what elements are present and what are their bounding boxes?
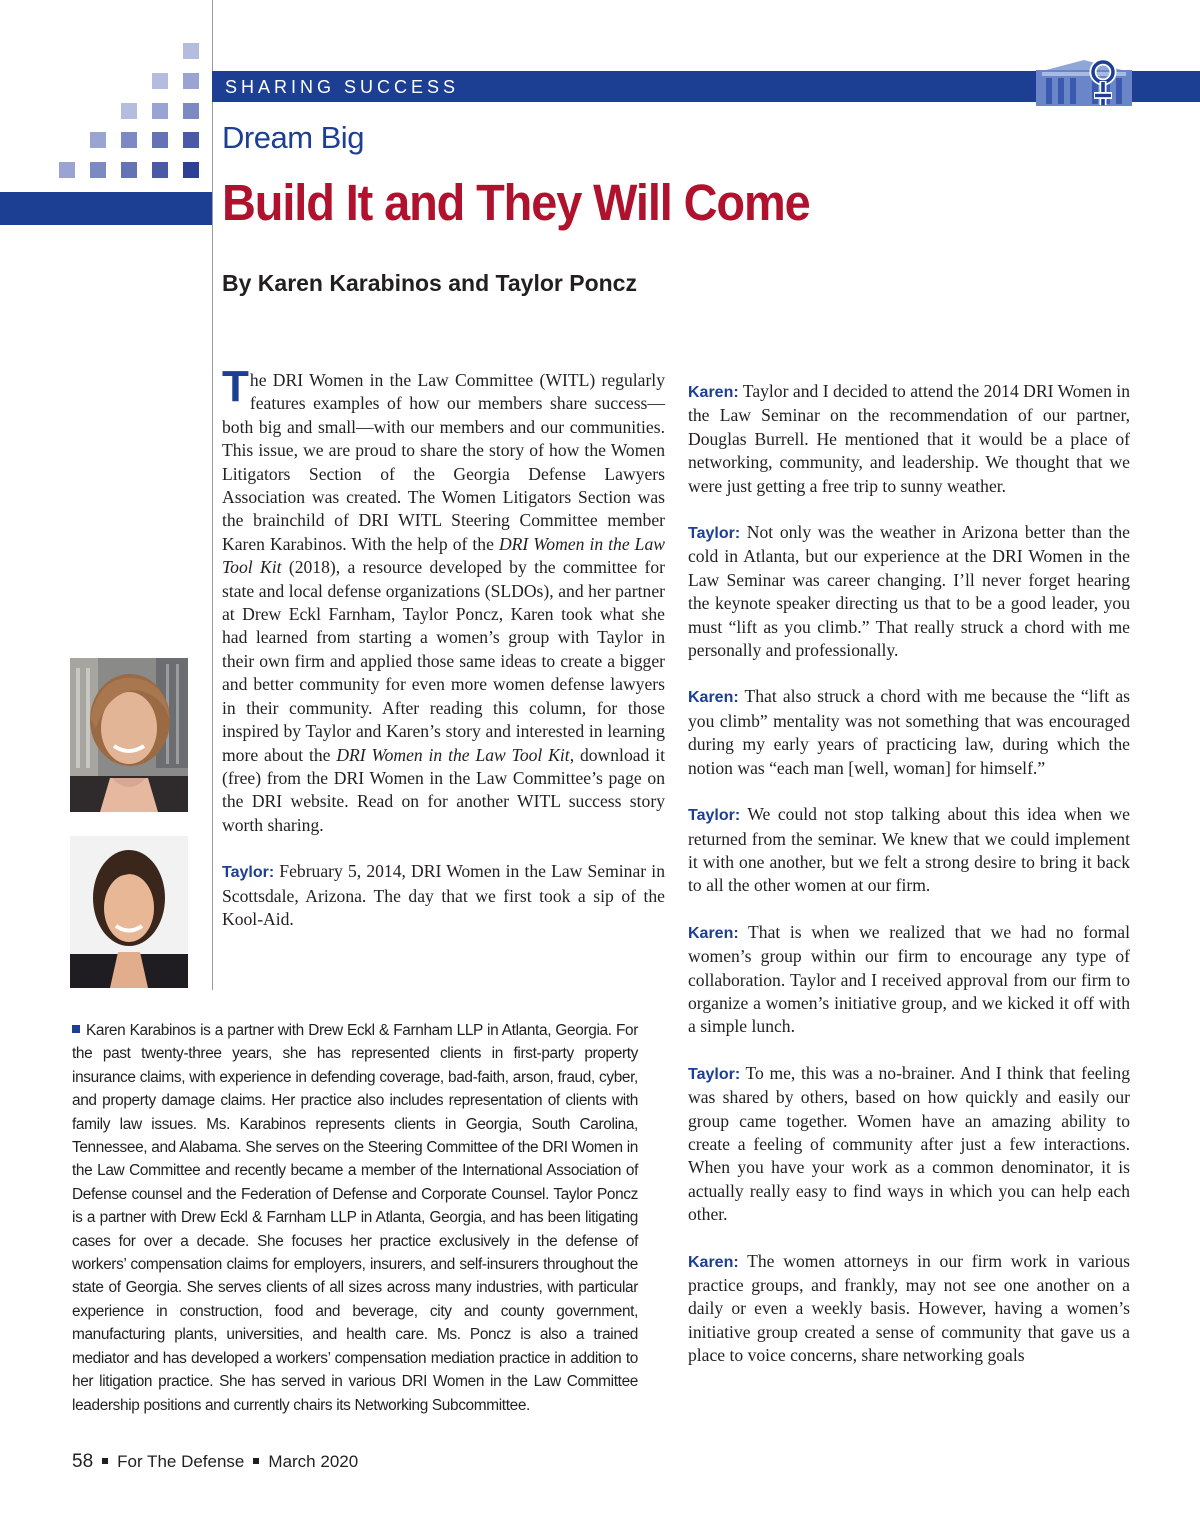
speaker-label: Taylor:	[688, 525, 741, 543]
article-column-right	[688, 380, 1130, 1391]
separator-square-icon	[102, 1458, 108, 1464]
deco-square	[183, 162, 199, 178]
courthouse-female-symbol-icon	[1036, 56, 1132, 106]
dialogue-paragraph	[688, 1062, 1130, 1227]
deco-square	[90, 132, 106, 148]
speaker-label: Taylor:	[222, 864, 275, 882]
deco-square	[152, 103, 168, 119]
deco-square	[152, 132, 168, 148]
deco-square	[152, 162, 168, 178]
dialogue-text: That is when we realized that we had no formal women’s group within our firm to encourage any type of collaboration. Taylor and I received approval from our firm to organize a women’s initiative group, and we kicked it off with a simple lunch.	[688, 921, 1130, 1037]
deco-square	[121, 103, 137, 119]
deco-square	[121, 162, 137, 178]
intro-text-b: (2018), a resource developed by the committee for state and local defense organizations (SLDOs), and her partner at Drew Eckl Farnham, Taylor Poncz, Karen took what she had learned from starting a women’s group with Taylor in their own firm and applied those same ideas to create a bigger and better community for even more women defense lawyers in their community. After reading this column, for those inspired by Taylor and Karen’s story and interested in learning more about the	[222, 557, 666, 765]
dialogue-paragraph	[688, 380, 1130, 498]
article-headline: Build It and They Will Come	[222, 174, 810, 231]
speaker-label: Taylor:	[688, 807, 741, 825]
article-column-left	[222, 362, 666, 954]
intro-text-c: , download it (free) from the DRI Women in the Law Committee’s page on the DRI website. Read on for another WITL success story worth sharing.	[222, 744, 665, 835]
intro-italic-a: DRI Women in the Law Tool Kit	[222, 533, 665, 578]
deco-square	[183, 43, 199, 59]
byline: By Karen Karabinos and Taylor Poncz	[222, 270, 637, 296]
dialogue-text: We could not stop talking about this idea when we returned from the seminar. We knew that we could implement it with one another, but we felt a strong desire to bring it back to all the other women at our firm.	[688, 804, 1130, 896]
deco-square	[59, 162, 75, 178]
dialogue-paragraph	[688, 685, 1130, 780]
dialogue-paragraph	[688, 521, 1130, 662]
deco-square	[183, 103, 199, 119]
dialogue-paragraph	[222, 860, 665, 931]
dialogue-text: February 5, 2014, DRI Women in the Law Seminar in Scottsdale, Arizona. The day that we first took a sip of the Kool-Aid.	[222, 861, 665, 929]
deco-square	[183, 132, 199, 148]
dialogue-text: To me, this was a no-brainer. And I think that feeling was shared by others, based on how quickly and easily our group came together. Women have an amazing ability to create a feeling of community after just a few interactions. When you have your work as a common denominator, it is actually really easy to find ways in which you can help each other.	[688, 1062, 1130, 1225]
speaker-label: Karen:	[688, 689, 739, 707]
dialogue-text: Not only was the weather in Arizona better than the cold in Atlanta, but our experience at the DRI Women in the Law Seminar was career changing. I’ll never forget hearing the keynote speaker directing us that to be a good leader, you must “lift as you climb.” That really struck a chord with me personally and professionally.	[688, 522, 1130, 661]
section-label: SHARING SUCCESS	[225, 77, 460, 97]
speaker-label: Karen:	[688, 924, 739, 942]
page-footer	[72, 1451, 358, 1473]
author-photo-taylor	[70, 836, 188, 988]
dialogue-paragraph	[688, 1250, 1130, 1368]
author-bio	[72, 1019, 638, 1417]
dialogue-paragraph	[688, 921, 1130, 1039]
dialogue-text: Taylor and I decided to attend the 2014 DRI Women in the Law Seminar on the recommendation of our partner, Douglas Burrell. He mentioned that it would be a place of networking, community, and leadership. We thought that we were just getting a free trip to sunny weather.	[688, 381, 1130, 496]
deco-square	[90, 162, 106, 178]
dialogue-text: The women attorneys in our firm work in various practice groups, and frankly, may not see one another on a daily or even a weekly basis. However, having a women’s initiative group created a sense of community that gave us a place to voice concerns, share networking goals	[688, 1250, 1130, 1366]
dialogue-paragraph	[688, 803, 1130, 898]
dialogue-text: That also struck a chord with me because the “lift as you climb” mentality was not something that was encouraged during my early years of practicing law, during which the notion was “each man [well, woman] for himself.”	[688, 686, 1130, 778]
deco-square	[183, 73, 199, 89]
left-accent-band	[0, 192, 212, 225]
speaker-label: Karen:	[688, 384, 739, 401]
deco-square	[121, 132, 137, 148]
issue-date: March 2020	[268, 1452, 359, 1471]
author-photo-karen	[70, 658, 188, 812]
intro-text-a: he DRI Women in the Law Committee (WITL) regularly features examples of how our members share success—both big and small—with our members and our communities. This issue, we are proud to share the story of how the Women Litigators Section of the Georgia Defense Lawyers Association was created. The Women Litigators Section was the brainchild of DRI WITL Steering Committee member Karen Karabinos. With the help of the	[222, 370, 665, 554]
page-number: 58	[72, 1451, 94, 1472]
speaker-label: Taylor:	[688, 1065, 741, 1083]
publication-name: For The Defense	[117, 1452, 245, 1471]
deco-square	[152, 73, 168, 89]
intro-paragraph	[222, 362, 666, 837]
intro-italic-b: DRI Women in the Law Tool Kit	[336, 744, 570, 765]
bullet-square-icon	[72, 1025, 80, 1033]
speaker-label: Karen:	[688, 1253, 739, 1271]
vertical-rule	[212, 0, 213, 990]
author-bio-text: Karen Karabinos is a partner with Drew Eckl & Farnham LLP in Atlanta, Georgia. For the past twenty-three years, she has represented clients in first-party property insurance claims, with experience in defending coverage, bad-faith, arson, fraud, cyber, and property damage claims. Her practice also includes representation of clients with family law issues. Ms. Karabinos represents clients in Georgia, South Carolina, Tennessee, and Alabama. She serves on the Steering Committee of the DRI Women in the Law Committee and recently became a member of the International Association of Defense counsel and the Federation of Defense and Corporate Counsel. Taylor Poncz is a partner with Drew Eckl & Farnham LLP in Atlanta, Georgia, and has been litigating cases for over a decade. She focuses her practice exclusively in the defense of workers’ compensation claims for employers, insurers, and self-insurers throughout the state of Georgia. She serves clients of all sizes across many industries, with particular experience in construction, food and beverage, city and county government, manufacturing plants, universities, and health care. Ms. Poncz is also a trained mediator and has developed a workers’ compensation mediation practice in addition to her litigation practice. She has served in various DRI Women in the Law Committee leadership positions and currently chairs its Networking Subcommittee.	[72, 1022, 638, 1414]
drop-cap: T	[222, 362, 249, 411]
separator-square-icon	[253, 1458, 259, 1464]
kicker-title: Dream Big	[222, 120, 364, 155]
